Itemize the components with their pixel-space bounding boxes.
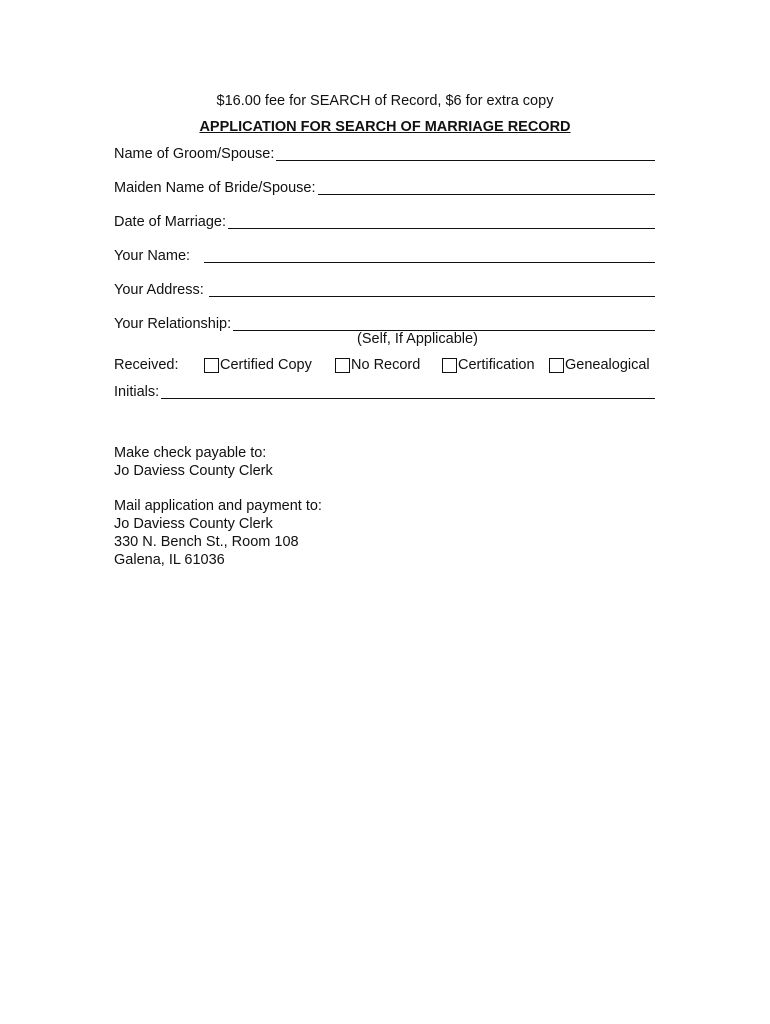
date-label: Date of Marriage: (114, 214, 227, 230)
no-record-label: No Record (351, 357, 421, 373)
bride-input-line[interactable] (318, 182, 656, 195)
payment-line-2: Jo Daviess County Clerk (114, 463, 273, 479)
groom-input-line[interactable] (276, 148, 655, 161)
option-genealogical[interactable] (549, 356, 650, 374)
mailing-instructions (114, 497, 322, 569)
relationship-note: (Self, If Applicable) (357, 331, 478, 347)
address-label: Your Address: (114, 282, 204, 298)
certification-label: Certification (458, 357, 535, 373)
certified-copy-label: Certified Copy (220, 357, 312, 373)
relationship-field (114, 313, 655, 333)
payment-line-1: Make check payable to: (114, 445, 267, 461)
mailing-line-4: Galena, IL 61036 (114, 552, 225, 568)
fee-notice: $16.00 fee for SEARCH of Record, $6 for extra copy (216, 93, 554, 109)
initials-input-line[interactable] (161, 386, 655, 399)
date-input-line[interactable] (228, 216, 655, 229)
option-certification[interactable] (442, 356, 535, 374)
genealogical-checkbox[interactable] (549, 358, 564, 373)
date-field (114, 211, 655, 231)
relationship-label: Your Relationship: (114, 316, 232, 332)
your-name-label: Your Name: (114, 248, 191, 264)
mailing-line-3: 330 N. Bench St., Room 108 (114, 534, 299, 550)
mailing-line-1: Mail application and payment to: (114, 498, 322, 514)
address-input-line[interactable] (209, 284, 655, 297)
no-record-checkbox[interactable] (335, 358, 350, 373)
option-certified-copy[interactable] (204, 356, 312, 374)
initials-field (114, 381, 655, 401)
address-field (114, 279, 655, 299)
option-no-record[interactable] (335, 356, 420, 374)
bride-field (114, 177, 655, 197)
bride-label: Maiden Name of Bride/Spouse: (114, 180, 316, 196)
received-row (114, 356, 674, 376)
certification-checkbox[interactable] (442, 358, 457, 373)
genealogical-label: Genealogical (565, 357, 650, 373)
mailing-line-2: Jo Daviess County Clerk (114, 516, 273, 532)
your-name-input-line[interactable] (204, 250, 655, 263)
initials-label: Initials: (114, 384, 160, 400)
your-name-field (114, 245, 655, 265)
certified-copy-checkbox[interactable] (204, 358, 219, 373)
relationship-input-line[interactable] (233, 318, 655, 331)
groom-field (114, 143, 655, 163)
payment-instructions (114, 444, 273, 480)
form-title: APPLICATION FOR SEARCH OF MARRIAGE RECORD (199, 119, 571, 135)
groom-label: Name of Groom/Spouse: (114, 146, 275, 162)
received-label: Received: (114, 357, 179, 373)
